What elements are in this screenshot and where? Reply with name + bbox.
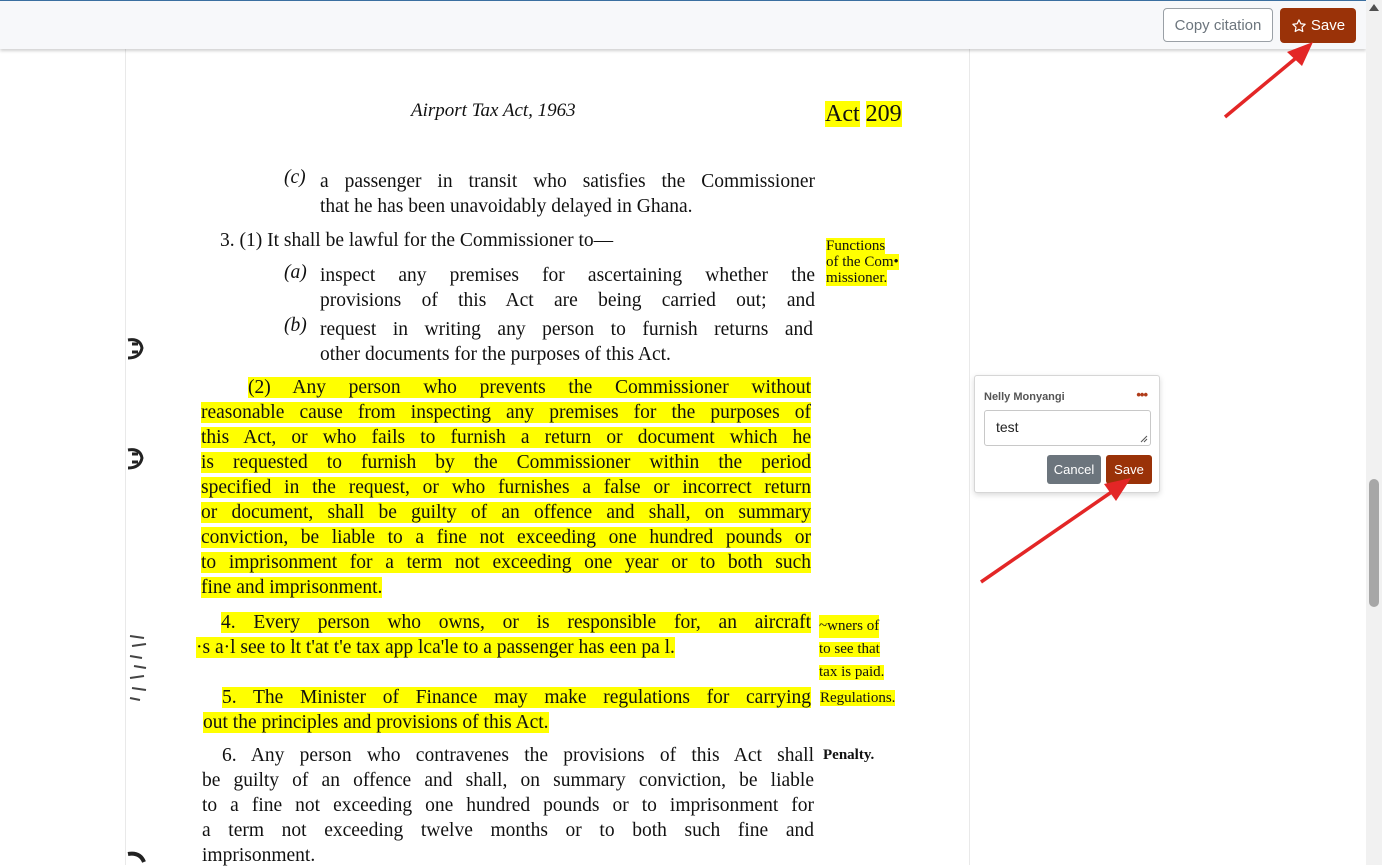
copy-citation-button[interactable]: Copy citation [1163, 8, 1273, 42]
header-act-number: Act 209 [825, 101, 902, 127]
clause-b-marker: (b) [284, 315, 307, 336]
scan-binding-mark [126, 850, 148, 865]
section-4-paragraph[interactable]: 4. Every person who owns, or is responsible for, an aircraft ·s a·l see to lt t'at t'e tax app lca'le to a passenger has een pa l. [196, 612, 811, 658]
header-title: Airport Tax Act, 1963 [411, 100, 576, 121]
comment-author: Nelly Monyangi [984, 391, 1065, 403]
section-3-lead: 3. (1) It shall be lawful for the Commissioner to— [220, 230, 614, 251]
clause-b-text: request in writing any person to furnish returns and other documents for the purposes of this Act. [320, 319, 813, 365]
clause-c-marker: (c) [284, 167, 306, 188]
clause-a-text: inspect any premises for ascertaining whether the provisions of this Act are being carried out; and [320, 265, 815, 311]
scrollbar-thumb[interactable] [1369, 479, 1379, 607]
more-horizontal-icon[interactable]: ••• [1136, 387, 1147, 402]
scan-binding-mark [126, 336, 148, 362]
resize-handle-icon[interactable] [1140, 435, 1148, 443]
margin-note-functions: Functions of the Com• missioner. [826, 238, 899, 286]
save-button-label: Save [1310, 17, 1346, 34]
scan-binding-mark [126, 446, 148, 472]
clause-c-text: a passenger in transit who satisfies the Commissioner that he has been unavoidably delayed in Ghana. [320, 171, 815, 217]
margin-note-penalty: Penalty. [823, 747, 875, 763]
vertical-scrollbar[interactable] [1366, 0, 1382, 865]
section-5-paragraph[interactable]: 5. The Minister of Finance may make regulations for carrying out the principles and provisions of this Act. [203, 687, 811, 733]
section-3-2-paragraph[interactable]: (2) Any person who prevents the Commissioner without reasonable cause from inspecting any premises for the purposes of this Act, or who fails to furnish a return or document which he is requested to furnish by the Commissioner within the period specified in the request, or who furnishes a false or incorrect return or document, shall be guilty of an offence and shall, on summary conviction, be liable to a fine not exceeding one hundred pounds or to imprisonment for a term not exceeding one year or to both such fine and imprisonment. [201, 377, 811, 598]
top-toolbar [0, 0, 1366, 49]
margin-note-regulations: Regulations. [820, 690, 896, 706]
clause-a-marker: (a) [284, 262, 307, 283]
arrow-to-comment-save-button [981, 478, 1131, 582]
scan-binding-mark [126, 632, 150, 704]
save-button[interactable] [1280, 8, 1356, 43]
comment-save-button[interactable]: Save [1106, 455, 1152, 484]
comment-text: test [996, 419, 1019, 435]
comment-card [974, 375, 1160, 493]
section-6-paragraph: 6. Any person who contravenes the provisions of this Act shall be guilty of an offence and shall, on summary conviction, be liable to a fine not exceeding one hundred pounds or to imprisonment for a term not exceeding twelve months or to both such fine and imprisonment. [202, 745, 814, 866]
scroll-up-arrow-icon[interactable] [1369, 4, 1379, 11]
margin-note-owners: ~wners of to see that tax is paid. [819, 615, 884, 684]
comment-textarea[interactable] [984, 410, 1151, 446]
comment-cancel-button[interactable]: Cancel [1047, 455, 1101, 484]
arrow-to-save-button [1225, 42, 1313, 117]
star-outline-icon [1291, 18, 1307, 34]
